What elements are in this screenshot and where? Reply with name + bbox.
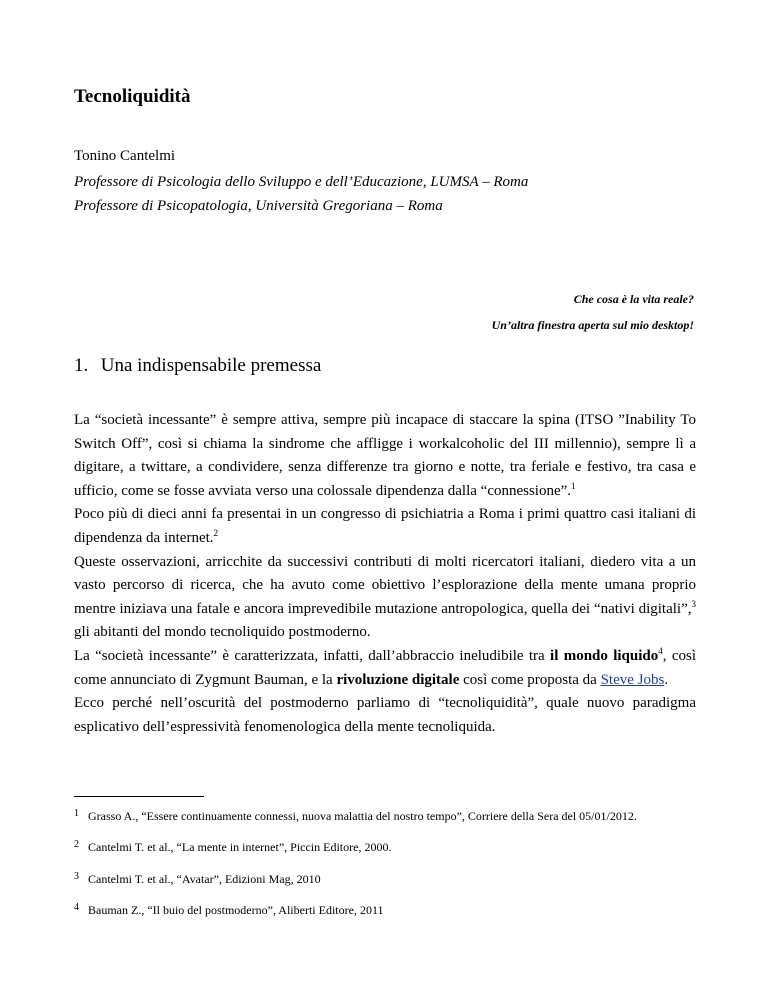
body-text	[74, 409, 696, 739]
section-title: Una indispensabile premessa	[100, 355, 322, 376]
footnote-ref-4[interactable]: 4	[658, 645, 663, 656]
footnote-4-mark: 4	[74, 902, 79, 913]
paragraph-5-text: Ecco perché nell’oscurità del postmoderno parliamo di “tecnoliquidità”, quale nuovo paradigma esplicativo dell’espressività fenomenologica della mente tecnoliquida.	[74, 695, 696, 735]
paragraph-3-text-b: gli abitanti del mondo tecnoliquido postmoderno.	[74, 624, 371, 641]
paragraph-4	[74, 645, 696, 692]
footnote-1-text: Grasso A., “Essere continuamente connessi, nuova malattia del nostro tempo”, Corriere della Sera del 05/01/2012.	[88, 809, 637, 823]
footnote-2-text: Cantelmi T. et al., “La mente in internet”, Piccin Editore, 2000.	[88, 840, 392, 854]
footnote-ref-1[interactable]: 1	[571, 480, 576, 491]
footnote-3-mark: 3	[74, 871, 79, 882]
footnote-2	[74, 839, 391, 855]
document-title: Tecnoliquidità	[74, 86, 191, 107]
paragraph-4-text-b: , così come annunciato di Zygmunt Bauman, e la	[74, 647, 696, 688]
paragraph-4-text-c: così come proposta da	[459, 671, 601, 688]
footnote-3	[74, 871, 321, 887]
affiliation-2: Professore di Psicopatologia, Università Gregoriana – Roma	[74, 198, 443, 214]
affiliation-1: Professore di Psicologia dello Sviluppo e dell’Educazione, LUMSA – Roma	[74, 174, 529, 190]
paragraph-1-text: La “società incessante” è sempre attiva, sempre più incapace di staccare la spina (ITSO ”Inability To Switch Off”, così si chiama la sindrome che affligge i workalcoholic del III millennio), sempre lì a digitare, a twittare, a condividere, senza differenze tra giorno e notte, tra feriale e festivo, tra casa e ufficio, come se fosse avviata verso una colossale dipendenza dalla “connessione”.	[74, 412, 696, 499]
steve-jobs-link[interactable]: Steve Jobs	[600, 671, 665, 688]
footnote-2-mark: 2	[74, 839, 79, 850]
paragraph-3-text-a: Queste osservazioni, arricchite da successivi contributi di molti ricercatori italiani, diedero vita a un vasto percorso di ricerca, che ha avuto come obiettivo l’esplorazione della mente umana proprio mentre iniziava una fatale e ancora imprevedibile mutazione antropologica, quella dei “nativi digitali”,	[74, 553, 696, 617]
epigraph-line-1: Che cosa è la vita reale?	[573, 292, 694, 306]
section-heading	[74, 355, 321, 377]
footnote-4	[74, 902, 384, 918]
epigraph-line-2: Un’altra finestra aperta sul mio desktop!	[491, 318, 694, 332]
footnote-ref-2[interactable]: 2	[213, 527, 219, 538]
section-number: 1.	[74, 355, 89, 376]
paragraph-3	[74, 551, 696, 645]
footnote-divider	[74, 796, 204, 797]
paragraph-2-text: Poco più di dieci anni fa presentai in un congresso di psichiatria a Roma i primi quattro casi italiani di dipendenza da internet.	[74, 506, 696, 546]
footnote-ref-3[interactable]: 3	[691, 598, 696, 609]
paragraph-5	[74, 692, 696, 739]
emphasis-digital-revolution: rivoluzione digitale	[336, 671, 460, 688]
author-name: Tonino Cantelmi	[74, 148, 176, 164]
footnote-1-mark: 1	[74, 808, 79, 819]
emphasis-liquid-world: il mondo liquido	[550, 647, 659, 664]
footnote-4-text: Bauman Z., “Il buio del postmoderno”, Aliberti Editore, 2011	[88, 903, 384, 917]
footnote-3-text: Cantelmi T. et al., “Avatar”, Edizioni Mag, 2010	[88, 872, 321, 886]
paragraph-4-text-d: .	[664, 671, 669, 688]
footnote-1	[74, 808, 637, 824]
paragraph-1	[74, 409, 696, 503]
paragraph-2	[74, 503, 696, 550]
paragraph-4-text-a: La “società incessante” è caratterizzata, infatti, dall’abbraccio ineludibile tra	[74, 647, 551, 664]
